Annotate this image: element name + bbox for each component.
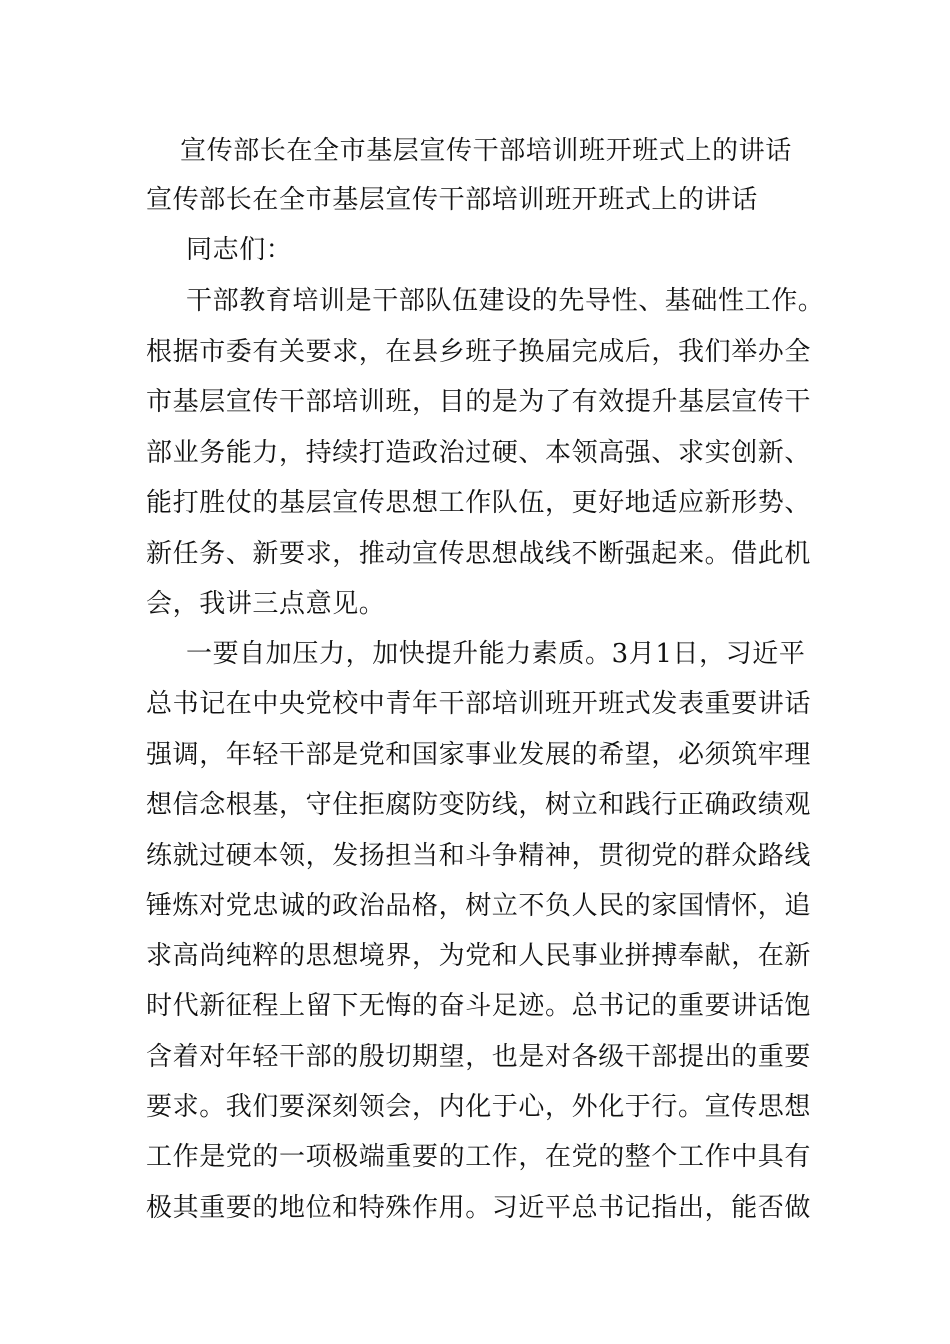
body-line: 想信念根基，守住拒腐防变防线，树立和践行正确政绩观: [146, 790, 812, 820]
body-line: 新任务、新要求，推动宣传思想战线不断强起来。借此机: [146, 539, 812, 569]
body-line: 总书记在中央党校中青年干部培训班开班式发表重要讲话: [146, 689, 812, 719]
body-line: 时代新征程上留下无悔的奋斗足迹。总书记的重要讲话饱: [146, 991, 812, 1021]
document-title-line-1: 宣传部长在全市基层宣传干部培训班开班式上的讲话: [180, 136, 792, 166]
body-line: 含着对年轻干部的殷切期望，也是对各级干部提出的重要: [146, 1042, 812, 1072]
body-line: 练就过硬本领，发扬担当和斗争精神，贯彻党的群众路线: [146, 841, 812, 871]
document-title-line-2: 宣传部长在全市基层宣传干部培训班开班式上的讲话: [146, 185, 758, 215]
body-line: 极其重要的地位和特殊作用。习近平总书记指出，能否做: [146, 1193, 812, 1223]
salutation: 同志们：: [186, 235, 293, 265]
body-line: 强调，年轻干部是党和国家事业发展的希望，必须筑牢理: [146, 740, 812, 770]
body-line: 工作是党的一项极端重要的工作，在党的整个工作中具有: [146, 1142, 812, 1172]
body-line: 干部教育培训是干部队伍建设的先导性、基础性工作。: [186, 286, 825, 316]
body-line: 一要自加压力，加快提升能力素质。3月1日，习近平: [186, 639, 806, 669]
body-line: 要求。我们要深刻领会，内化于心，外化于行。宣传思想: [146, 1092, 812, 1122]
body-line: 会，我讲三点意见。: [146, 589, 386, 619]
body-line: 锤炼对党忠诚的政治品格，树立不负人民的家国情怀，追: [146, 891, 812, 921]
body-line: 根据市委有关要求，在县乡班子换届完成后，我们举办全: [146, 337, 812, 367]
body-line: 市基层宣传干部培训班，目的是为了有效提升基层宣传干: [146, 387, 812, 417]
body-line: 能打胜仗的基层宣传思想工作队伍，更好地适应新形势、: [146, 488, 812, 518]
body-line: 部业务能力，持续打造政治过硬、本领高强、求实创新、: [146, 438, 812, 468]
body-line: 求高尚纯粹的思想境界，为党和人民事业拼搏奉献，在新: [146, 941, 812, 971]
